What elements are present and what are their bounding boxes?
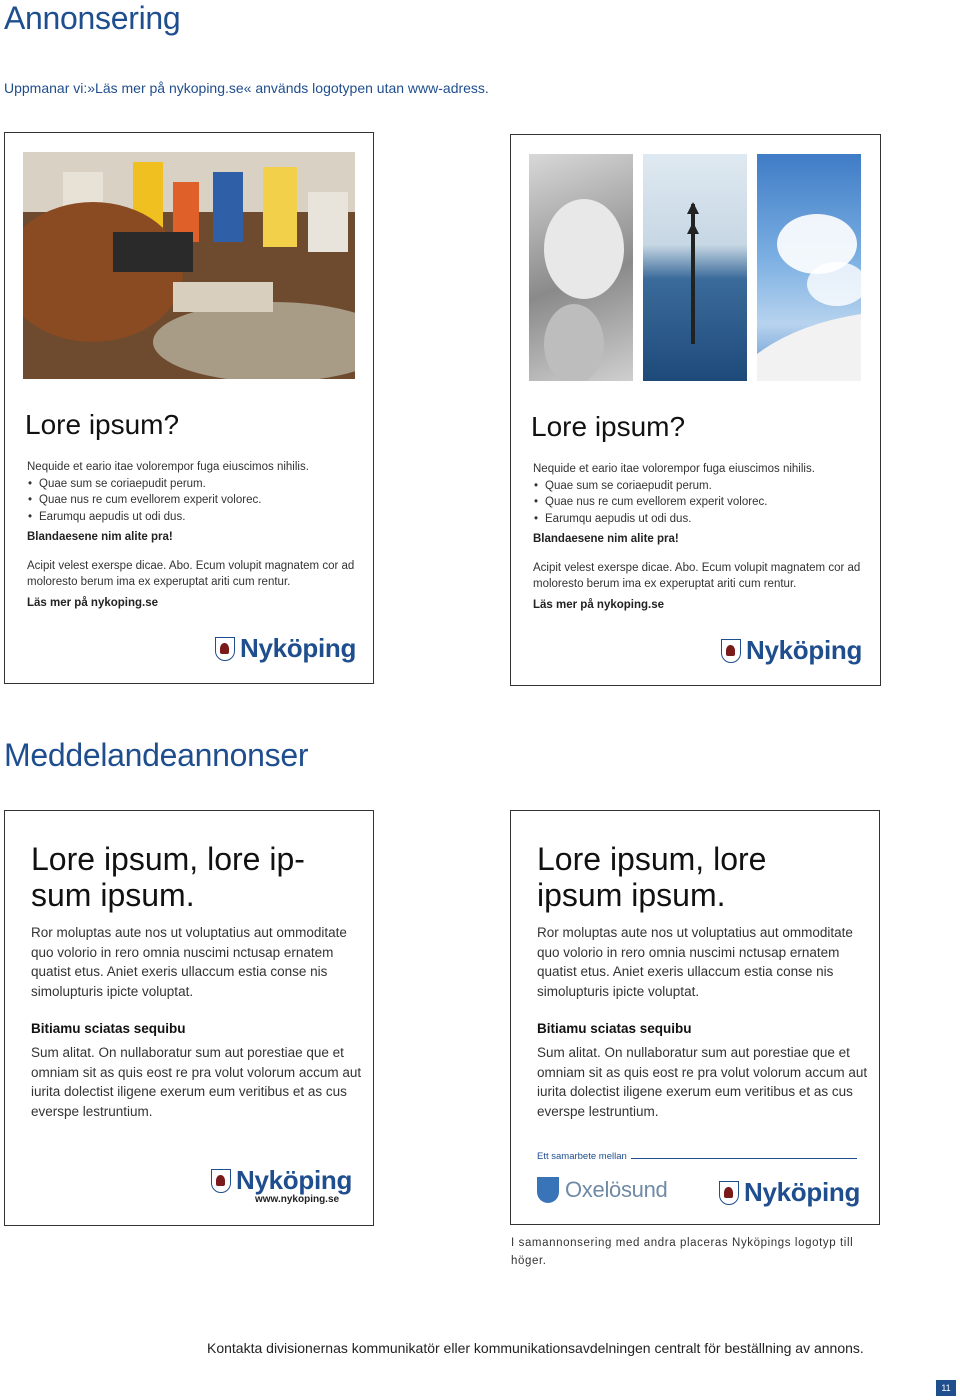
logo-text: Nyköping xyxy=(744,1177,861,1207)
oxelosund-anchor-icon xyxy=(537,1177,559,1203)
ad-lead: Nequide et eario itae volorempor fuga eiuscimos nihilis. xyxy=(533,463,815,475)
message-body: Ror moluptas aute nos ut voluptatius aut ommoditate quo volorio in rero omnia nuscimi nctusap ernatem quatist etus. Aniet exeris ullaccum estia conse nis simolupturis ipicte voluptat. xyxy=(537,925,853,999)
nykoping-shield-icon xyxy=(719,1181,739,1205)
nykoping-shield-icon xyxy=(211,1169,231,1193)
message-body: Ror moluptas aute nos ut voluptatius aut ommoditate quo volorio in rero omnia nuscimi nctusap ernatem quatist etus. Aniet exeris ullaccum estia conse nis simolupturis ipicte voluptat. xyxy=(31,925,347,999)
message-ad-right xyxy=(510,810,880,1225)
logo-text: Nyköping xyxy=(236,1165,353,1195)
painting-scene-illustration xyxy=(23,152,355,379)
nykoping-logo xyxy=(215,633,356,664)
ad-bullets xyxy=(27,476,357,526)
nykoping-logo xyxy=(211,1165,352,1196)
ad-bold-line: Blandaesene nim alite pra! xyxy=(533,533,679,545)
message-heading-line: sum ipsum. xyxy=(31,877,195,913)
ad-link[interactable]: Läs mer på nykoping.se xyxy=(533,598,665,611)
nykoping-shield-icon xyxy=(721,639,741,663)
message-heading-line: ipsum ipsum. xyxy=(537,877,726,913)
logo-text: Nyköping xyxy=(240,633,357,663)
message-subheading: Bitiamu sciatas sequibu xyxy=(537,1021,692,1036)
ad-bullets xyxy=(533,478,863,528)
nykoping-logo xyxy=(721,635,862,666)
footer-note: Kontakta divisionernas kommunikatör eller kommunikationsavdelningen centralt för beställning av annons. xyxy=(207,1340,864,1356)
cooperation-divider xyxy=(631,1158,857,1159)
photo-strip-girl xyxy=(529,154,633,381)
cooperation-text: Ett samarbete mellan xyxy=(537,1151,627,1162)
ad-example-right xyxy=(510,134,881,686)
cooperation-caption: I samannonsering med andra placeras Nyköpings logotyp till höger. xyxy=(511,1237,854,1267)
ad-bullet: • Quae nus re cum evellorem experit volorec. xyxy=(533,494,863,511)
ad-example-left xyxy=(4,132,374,684)
ad-link[interactable]: Läs mer på nykoping.se xyxy=(27,596,159,609)
oxelosund-text: Oxelösund xyxy=(565,1177,668,1202)
ad-photo-children-painting xyxy=(23,152,355,379)
cooperation-label xyxy=(537,1151,857,1162)
message-heading xyxy=(31,841,351,913)
ad-lead: Nequide et eario itae volorempor fuga eiuscimos nihilis. xyxy=(27,461,309,473)
message-heading-line: Lore ipsum, lore xyxy=(537,841,767,877)
ad-paragraph: Acipit velest exerspe dicae. Abo. Ecum volupit magnatem cor ad moloresto berum ima ex experuptat ariti cum rentur. xyxy=(533,561,861,590)
message-body-2: Sum alitat. On nullaboratur sum aut porestiae que et omniam sit as quis eost re pra volut volorum accum aut iurita dolectist iligene exerum eum veritibus et as cus everspe lestruntium. xyxy=(537,1045,868,1119)
logo-text: Nyköping xyxy=(746,635,863,665)
intro-text: Uppmanar vi:»Läs mer på nykoping.se« används logotypen utan www-adress. xyxy=(4,80,489,96)
ad-bullet: • Quae sum se coriaepudit perum. xyxy=(27,476,357,493)
ad-bullet: • Quae sum se coriaepudit perum. xyxy=(533,478,863,495)
section-title-annonsering: Annonsering xyxy=(4,0,181,36)
ad-heading: Lore ipsum? xyxy=(531,411,686,442)
photo-strip-sea-buoy xyxy=(643,154,747,381)
ad-heading: Lore ipsum? xyxy=(25,409,180,440)
message-subheading: Bitiamu sciatas sequibu xyxy=(31,1021,186,1036)
oxelosund-logo xyxy=(537,1177,667,1203)
nykoping-shield-icon xyxy=(215,637,235,661)
ad-body xyxy=(27,459,357,611)
ad-bold-line: Blandaesene nim alite pra! xyxy=(27,531,173,543)
photo-strip-sky-plane xyxy=(757,154,861,381)
message-heading-line: Lore ipsum, lore ip- xyxy=(31,841,305,877)
ad-bullet: • Earumqu aepudis ut odi dus. xyxy=(27,509,357,526)
nykoping-web-address[interactable]: www.nykoping.se xyxy=(255,1194,340,1205)
nykoping-logo xyxy=(719,1177,860,1208)
ad-bullet: • Quae nus re cum evellorem experit volorec. xyxy=(27,492,357,509)
message-ad-left xyxy=(4,810,374,1226)
message-body-2: Sum alitat. On nullaboratur sum aut porestiae que et omniam sit as quis eost re pra volut volorum accum aut iurita dolectist iligene exerum eum veritibus et as cus everspe lestruntium. xyxy=(31,1045,362,1119)
ad-photo-triptych xyxy=(529,154,861,381)
ad-bullet: • Earumqu aepudis ut odi dus. xyxy=(533,511,863,528)
message-heading xyxy=(537,841,857,913)
ad-body xyxy=(533,461,863,613)
ad-paragraph: Acipit velest exerspe dicae. Abo. Ecum volupit magnatem cor ad moloresto berum ima ex experuptat ariti cum rentur. xyxy=(27,559,355,588)
page-number: 11 xyxy=(936,1380,956,1396)
section-title-meddelandeannonser: Meddelandeannonser xyxy=(4,737,309,773)
